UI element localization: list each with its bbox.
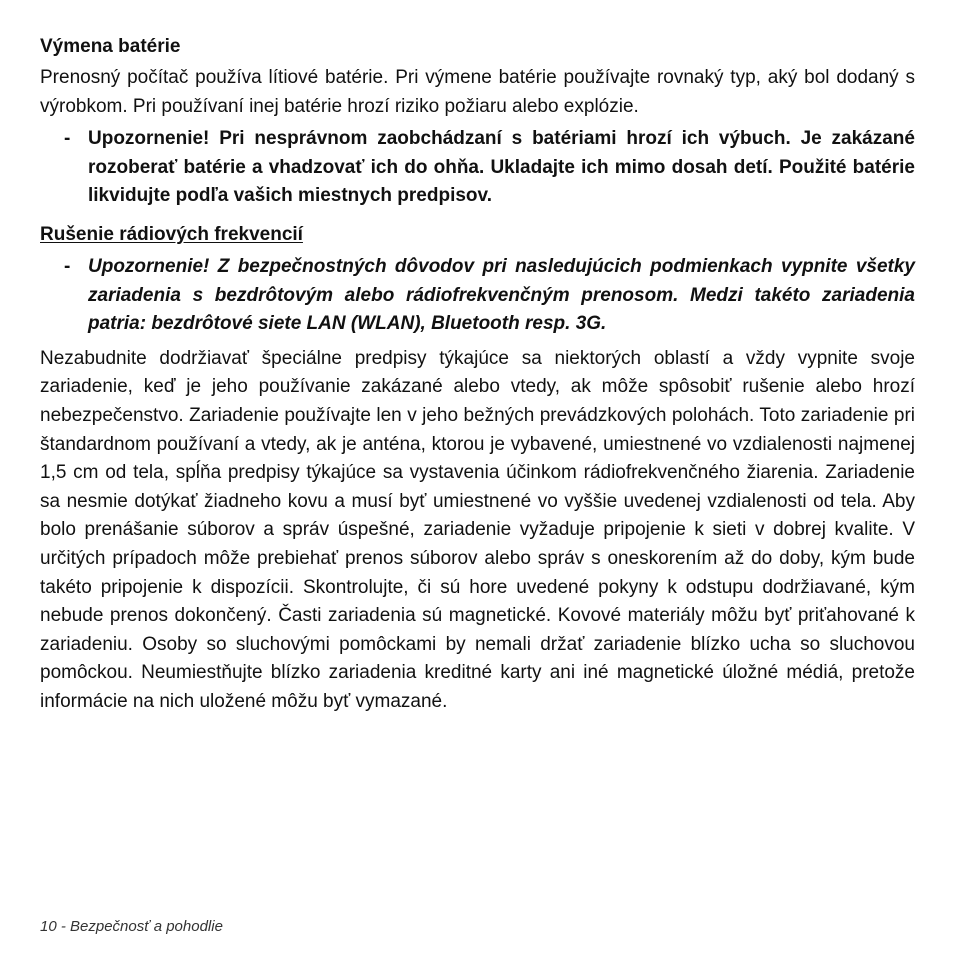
bullet-dash: -: [64, 128, 71, 150]
paragraph-radio-info: Nezabudnite dodržiavať špeciálne predpisy týkajúce sa niektorých oblastí a vždy vypnite svoje zariadenie, keď je jeho používanie zakázané alebo vtedy, ak môže spôsobiť rušenie alebo hrozí nebezpečenstvo. Zariadenie používajte len v jeho bežných prevádzkových polohách. Toto zariadenie pri štandardnom používaní a vtedy, ak je anténa, ktorou je vybavené, umiestnené vo vzdialenosti najmenej 1,5 cm od tela, spĺňa predpisy týkajúce sa vystavenia účinkom rádiofrekvenčného žiarenia. Zariadenie sa nesmie dotýkať žiadneho kovu a musí byť umiestnené vo vyššie uvedenej vzdialenosti od tela. Aby bolo prenášanie súborov a správ úspešné, zariadenie vyžaduje pripojenie k sieti v dobrej kvalite. V určitých prípadoch môže prebiehať prenos súborov alebo správ s oneskorením až do doby, kým bude takéto pripojenie k dispozícii. Skontrolujte, či sú hore uvedené pokyny k odstupu dodržiavané, kým nebude prenos dokončený. Časti zariadenia sú magnetické. Kovové materiály môžu byť priťahované k zariadeniu. Osoby so sluchovými pomôckami by nemali držať zariadenie blízko ucha so sluchovou pomôckou. Neumiestňujte blízko zariadenia kreditné karty ani iné magnetické úložné médiá, pretože informácie na nich uložené môžu byť vymazané.: [40, 347, 915, 712]
warning-radio-text: Upozornenie! Z bezpečnostných dôvodov pri nasledujúcich podmienkach vypnite všetky zariadenia s bezdrôtovým alebo rádiofrekvenčným prenosom. Medzi takéto zariadenia patria: bezdrôtové siete LAN (WLAN), Bluetooth resp. 3G.: [88, 255, 915, 335]
bullet-dash: -: [64, 255, 71, 277]
warning-radio: [40, 253, 915, 339]
heading-battery-replacement: Výmena batérie: [40, 36, 181, 57]
warning-battery-text: Upozornenie! Pri nesprávnom zaobchádzaní s batériami hrozí ich výbuch. Je zakázané rozoberať batérie a vhadzovať ich do ohňa. Ukladajte ich mimo dosah detí. Použité batérie likvidujte podľa vašich miestnych predpisov.: [88, 128, 915, 207]
heading-radio-interference: Rušenie rádiových frekvencií: [40, 223, 303, 245]
document-page: [40, 33, 915, 735]
page-footer: 10 - Bezpečnosť a pohodlie: [40, 918, 223, 935]
warning-battery: [40, 125, 915, 211]
paragraph-battery-info: Prenosný počítač používa lítiové batérie. Pri výmene batérie používajte rovnaký typ, aký bol dodaný s výrobkom. Pri používaní inej batérie hrozí riziko požiaru alebo explózie.: [40, 67, 915, 117]
